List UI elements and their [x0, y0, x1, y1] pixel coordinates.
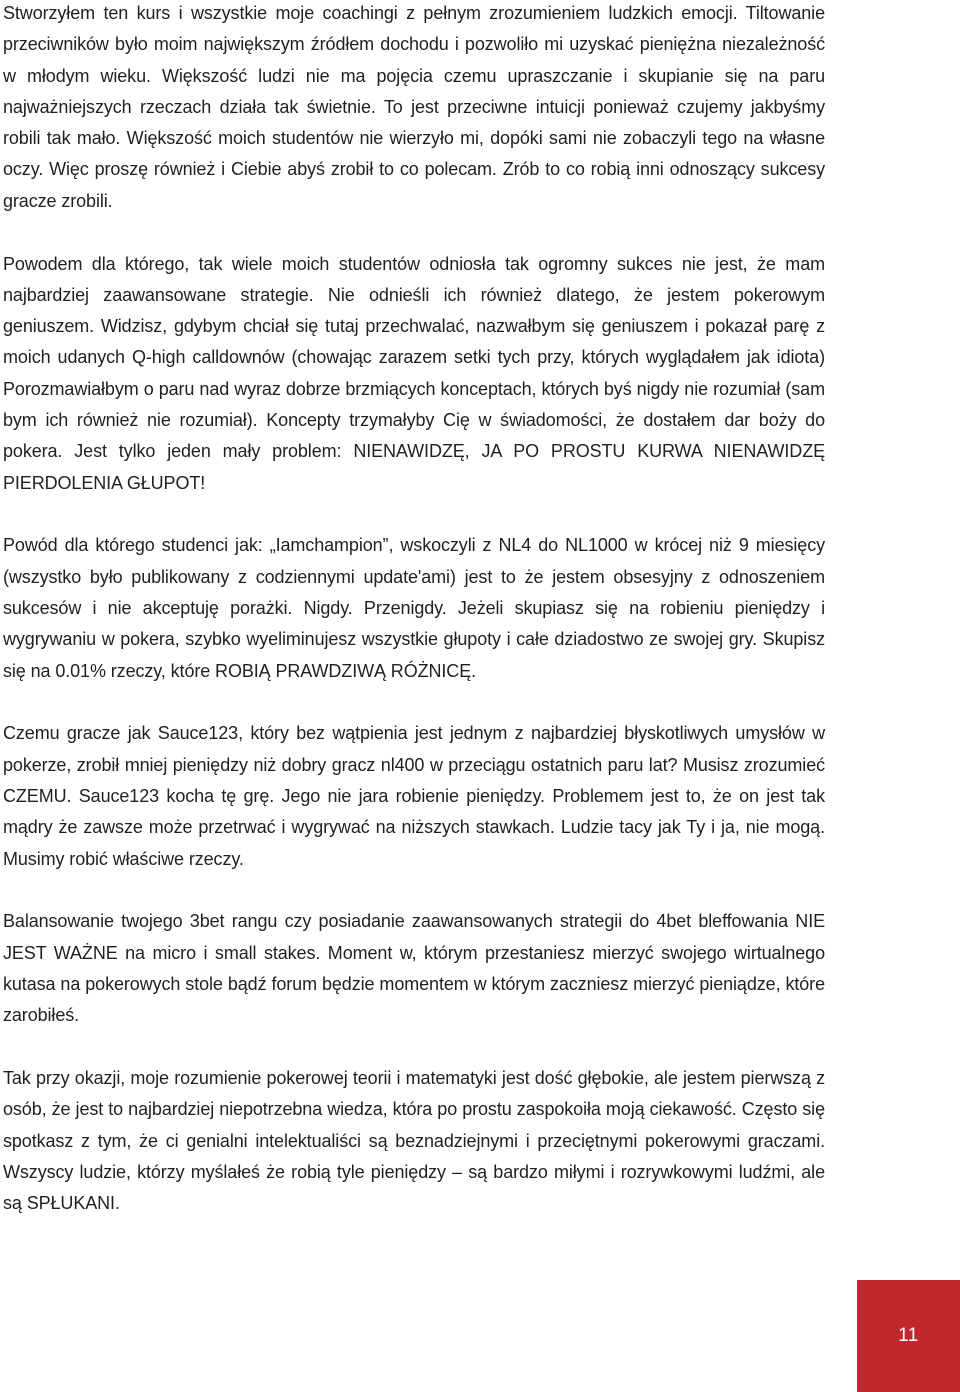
- page-number: 11: [898, 1325, 919, 1346]
- paragraph-2: Powodem dla którego, tak wiele moich studentów odniosła tak ogromny sukces nie jest, że mam najbardziej zaawansowane strategie. Nie odnieśli ich również dlatego, że jestem pokerowym geniuszem. Widzisz, gdybym chciał się tutaj przechwalać, nazwałbym się geniuszem i pokazał parę z moich udanych Q-high calldownów (chowając zarazem setki tych przy, których wyglądałem jak idiota) Porozmawiałbym o paru nad wyraz dobrze brzmiących konceptach, których byś nigdy nie rozumiał (sam bym ich również nie rozumiał). Koncepty trzymałyby Cię w świadomości, że dostałem dar boży do pokera. Jest tylko jeden mały problem: NIENAWIDZĘ, JA PO PROSTU KURWA NIENAWIDZĘ PIERDOLENIA GŁUPOT!: [3, 253, 825, 493]
- paragraph-4: Czemu gracze jak Sauce123, który bez wątpienia jest jednym z najbardziej błyskotliwych umysłów w pokerze, zrobił mniej pieniędzy niż dobry gracz nl400 w przeciągu ostatnich paru lat? Musisz zrozumieć CZEMU. Sauce123 kocha tę grę. Jego nie jara robienie pieniędzy. Problemem jest to, że on jest tak mądry że zawsze może przetrwać i wygrywać na niższych stawkach. Ludzie tacy jak Ty i ja, nie mogą. Musimy robić właściwe rzeczy.: [3, 723, 825, 869]
- document-body: [3, 0, 825, 1220]
- paragraph-1: Stworzyłem ten kurs i wszystkie moje coachingi z pełnym zrozumieniem ludzkich emocji. Tiltowanie przeciwników było moim największym źródłem dochodu i pozwoliło mi uzyskać pieniężna niezależność w młodym wieku. Większość ludzi nie ma pojęcia czemu upraszczanie i skupianie się na paru najważniejszych rzeczach działa tak świetnie. To jest przeciwne intuicji ponieważ czujemy jakbyśmy robili tak mało. Większość moich studentów nie wierzyło mi, dopóki sami nie zobaczyli tego na własne oczy. Więc proszę również i Ciebie abyś zrobił to co polecam. Zrób to co robią inni odnoszący sukcesy gracze zrobili.: [3, 3, 825, 211]
- paragraph-3: Powód dla którego studenci jak: „Iamchampion”, wskoczyli z NL4 do NL1000 w krócej niż 9 miesięcy (wszystko było publikowany z codziennymi update'ami) jest to że jestem obsesyjny z odnoszeniem sukcesów i nie akceptuję porażki. Nigdy. Przenigdy. Jeżeli skupiasz się na robieniu pieniędzy i wygrywaniu w pokera, szybko wyeliminujesz wszystkie głupoty i całe dziadostwo ze swojej gry. Skupisz się na 0.01% rzeczy, które ROBIĄ PRAWDZIWĄ RÓŻNICĘ.: [3, 535, 825, 681]
- paragraph-5: Balansowanie twojego 3bet rangu czy posiadanie zaawansowanych strategii do 4bet bleffowania NIE JEST WAŻNE na micro i small stakes. Moment w, którym przestaniesz mierzyć swojego wirtualnego kutasa na pokerowych stole bądź forum będzie momentem w którym zaczniesz mierzyć pieniądze, które zarobiłeś.: [3, 911, 825, 1026]
- paragraph-6: Tak przy okazji, moje rozumienie pokerowej teorii i matematyki jest dość głębokie, ale jestem pierwszą z osób, że jest to najbardziej niepotrzebna wiedza, która po prostu zaspokoiła moją ciekawość. Często się spotkasz z tym, że ci genialni intelektualiści są beznadziejnymi i przeciętnymi pokerowymi graczami. Wszyscy ludzie, którzy myślałeś że robią tyle pieniędzy – są bardzo miłymi i rozrywkowymi ludźmi, ale są SPŁUKANI.: [3, 1068, 825, 1214]
- page-number-badge: [857, 1280, 960, 1392]
